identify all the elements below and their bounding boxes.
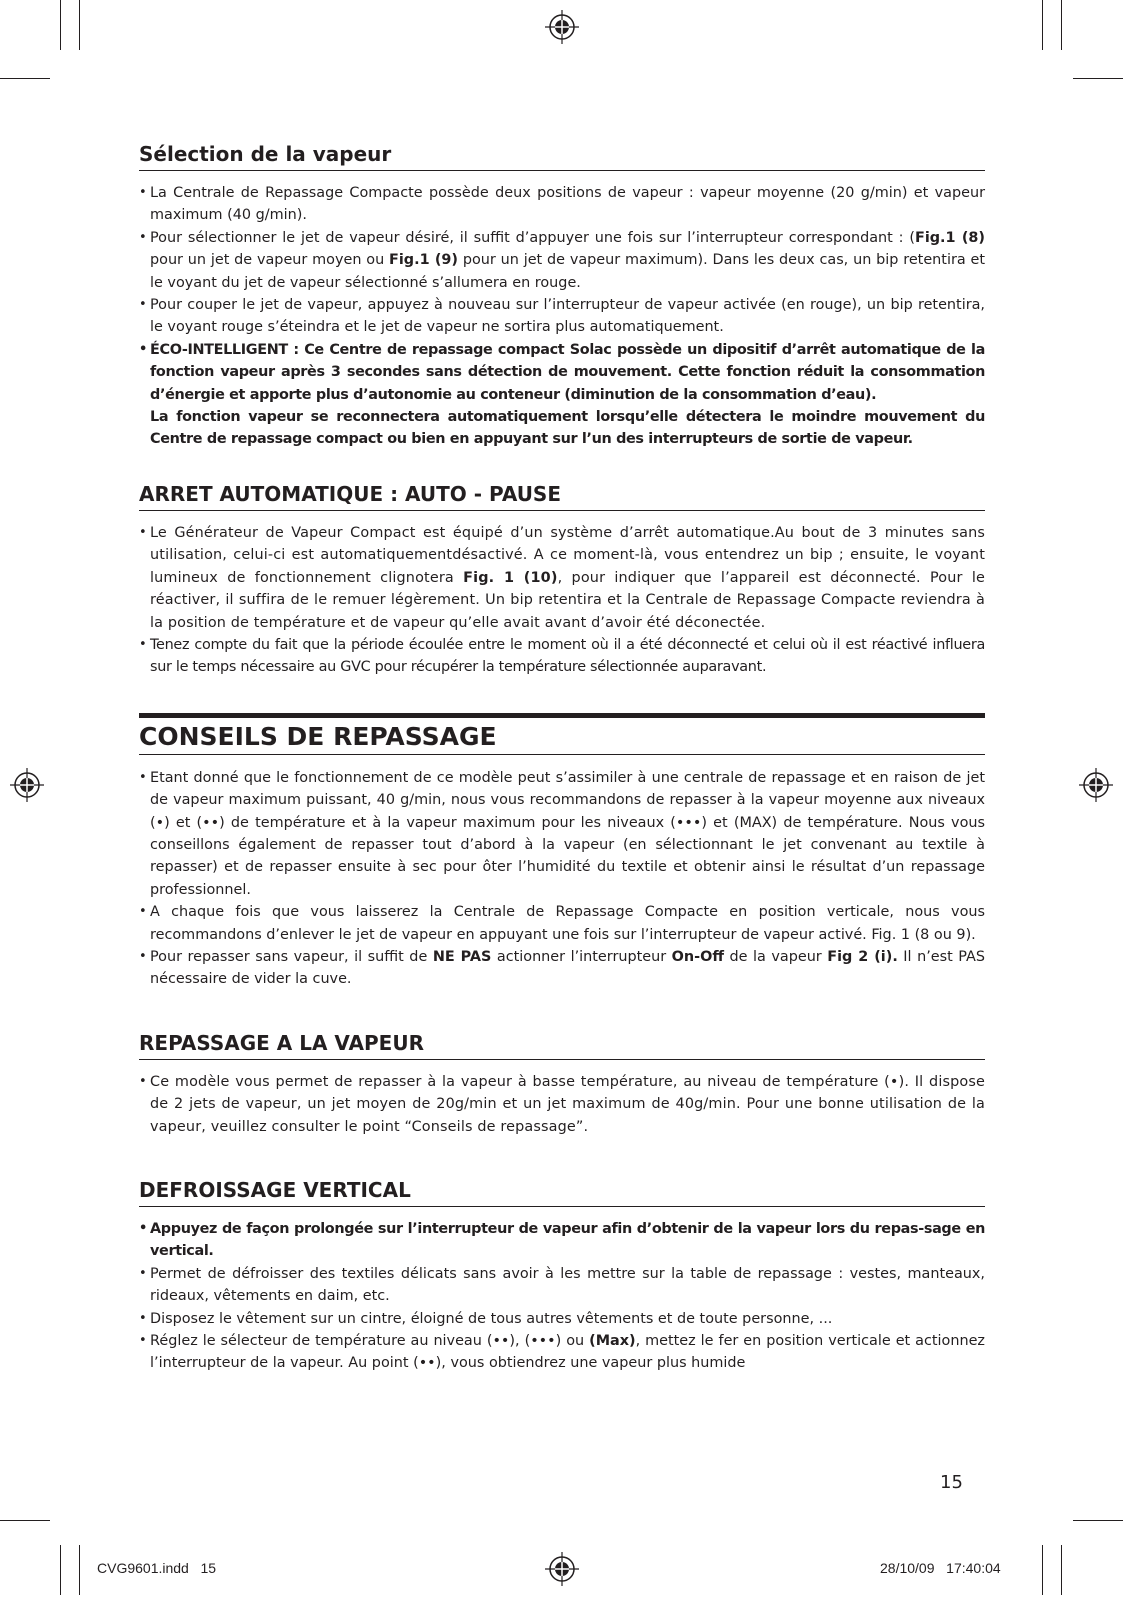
eco-intelligent-note (139, 339, 985, 451)
crop-mark (1073, 1520, 1123, 1521)
section-steam-ironing (139, 1029, 985, 1138)
section-heading: ARRET AUTOMATIQUE : AUTO - PAUSE (139, 480, 985, 511)
crop-mark (1042, 1545, 1043, 1595)
list-item: • Réglez le sélecteur de température au niveau (••), (•••) ou (Max), mettez le fer en position verticale et actionnez l’interrupteur de la vapeur. Au point (••), vous obtiendrez une vapeur plus humide (139, 1330, 985, 1375)
registration-mark-icon (1079, 768, 1113, 802)
eco-text: ÉCO-INTELLIGENT : Ce Centre de repassage compact Solac possède un dipositif d’arrêt automatique de la fonction vapeur après 3 secondes sans détection de mouvement. Cette fonction réduit la consommation d’énergie et apporte plus d’autonomie au conteneur (diminution de la consommation d’eau). (150, 341, 985, 403)
list-item: • Permet de défroisser des textiles délicats sans avoir à les mettre sur la table de repassage : vestes, manteaux, rideaux, vêtements en daim, etc. (139, 1263, 985, 1308)
bullet-list (139, 182, 985, 451)
crop-mark (79, 1545, 80, 1595)
list-item: • Appuyez de façon prolongée sur l’interrupteur de vapeur afin d’obtenir de la vapeur lors du repas-sage en vertical. (139, 1218, 985, 1263)
registration-mark-icon (545, 1552, 579, 1586)
crop-mark (60, 1545, 61, 1595)
bullet-list (139, 1071, 985, 1138)
section-heading: REPASSAGE A LA VAPEUR (139, 1029, 985, 1060)
list-item: • Pour couper le jet de vapeur, appuyez à nouveau sur l’interrupteur de vapeur activée (en rouge), un bip retentira, le voyant rouge s’éteindra et le jet de vapeur ne sortira plus automatiquement. (139, 294, 985, 339)
bullet-list (139, 1218, 985, 1375)
crop-mark (0, 1520, 50, 1521)
section-ironing-tips (139, 713, 985, 991)
list-item: • Le Générateur de Vapeur Compact est équipé d’un système d’arrêt automatique.Au bout de 3 minutes sans utilisation, celui-ci est automatiquementdésactivé. A ce moment-là, vous entendrez un bip ; ensuite, le voyant lumineux de fonctionnement clignotera Fig. 1 (10), pour indiquer que l’appareil est déconnecté. Pour le réactiver, il suffira de le remuer légèrement. Un bip retentira et la Centrale de Repassage Compacte reviendra à la position de température et de vapeur qu’elle avait avant d’avoir été déconectée. (139, 522, 985, 634)
section-vertical (139, 1176, 985, 1375)
crop-mark (79, 0, 80, 50)
slug-timestamp: 28/10/09 17:40:04 (880, 1560, 1001, 1576)
list-item: • Disposez le vêtement sur un cintre, éloigné de tous autres vêtements et de toute personne, ... (139, 1308, 985, 1330)
list-item: • Pour repasser sans vapeur, il suffit de NE PAS actionner l’interrupteur On-Off de la vapeur Fig 2 (i). Il n’est PAS nécessaire de vider la cuve. (139, 946, 985, 991)
slug-filename: CVG9601.indd 15 (97, 1560, 217, 1576)
page-number: 15 (940, 1472, 963, 1493)
section-heading: Sélection de la vapeur (139, 140, 985, 171)
section-steam-selection (139, 140, 985, 451)
crop-mark (1042, 0, 1043, 50)
bullet-list (139, 522, 985, 679)
list-item: • Tenez compte du fait que la période écoulée entre le moment où il a été déconnecté et celui où il est réactivé influera sur le temps nécessaire au GVC pour récupérer la température sélectionnée auparavant. (139, 634, 985, 679)
section-heading: DEFROISSAGE VERTICAL (139, 1176, 985, 1207)
crop-mark (0, 78, 50, 79)
chapter-heading: CONSEILS DE REPASSAGE (139, 713, 985, 755)
list-item: • Etant donné que le fonctionnement de ce modèle peut s’assimiler à une centrale de repassage et en raison de jet de vapeur maximum puissant, 40 g/min, nous vous recommandons de repasser à la vapeur moyenne aux niveaux (•) et (••) de température et à la vapeur maximum pour les niveaux (•••) et (MAX) de température. Nous vous conseillons également de repasser tout d’abord à la vapeur (en sélectionnant le jet convenant au textile à repasser) et de repasser ensuite à sec pour ôter l’humidité du textile et obtenir ainsi le résultat d’un repassage professionnel. (139, 767, 985, 901)
bullet-list (139, 767, 985, 991)
list-item: • La Centrale de Repassage Compacte possède deux positions de vapeur : vapeur moyenne (20 g/min) et vapeur maximum (40 g/min). (139, 182, 985, 227)
crop-mark (1073, 78, 1123, 79)
crop-mark (60, 0, 61, 50)
section-auto-pause (139, 480, 985, 679)
registration-mark-icon (10, 768, 44, 802)
list-item: • Pour sélectionner le jet de vapeur désiré, il suffit d’appuyer une fois sur l’interrupteur correspondant : (Fig.1 (8) pour un jet de vapeur moyen ou Fig.1 (9) pour un jet de vapeur maximum). Dans les deux cas, un bip retentira et le voyant du jet de vapeur sélectionné s’allumera en rouge. (139, 227, 985, 294)
eco-text-2: La fonction vapeur se reconnectera automatiquement lorsqu’elle détectera le moindre mouvement du Centre de repassage compact ou bien en appuyant sur l’un des interrupteurs de sortie de vapeur. (150, 409, 985, 448)
crop-mark (1061, 1545, 1062, 1595)
list-item: • Ce modèle vous permet de repasser à la vapeur à basse température, au niveau de température (•). Il dispose de 2 jets de vapeur, un jet moyen de 20g/min et un jet maximum de 40g/min. Pour une bonne utilisation de la vapeur, veuillez consulter le point “Conseils de repassage”. (139, 1071, 985, 1138)
registration-mark-icon (545, 10, 579, 44)
crop-mark (1061, 0, 1062, 50)
page-content (139, 140, 985, 1375)
list-item: • A chaque fois que vous laisserez la Centrale de Repassage Compacte en position verticale, nous vous recommandons d’enlever le jet de vapeur en appuyant une fois sur l’interrupteur de vapeur activé. Fig. 1 (8 ou 9). (139, 901, 985, 946)
